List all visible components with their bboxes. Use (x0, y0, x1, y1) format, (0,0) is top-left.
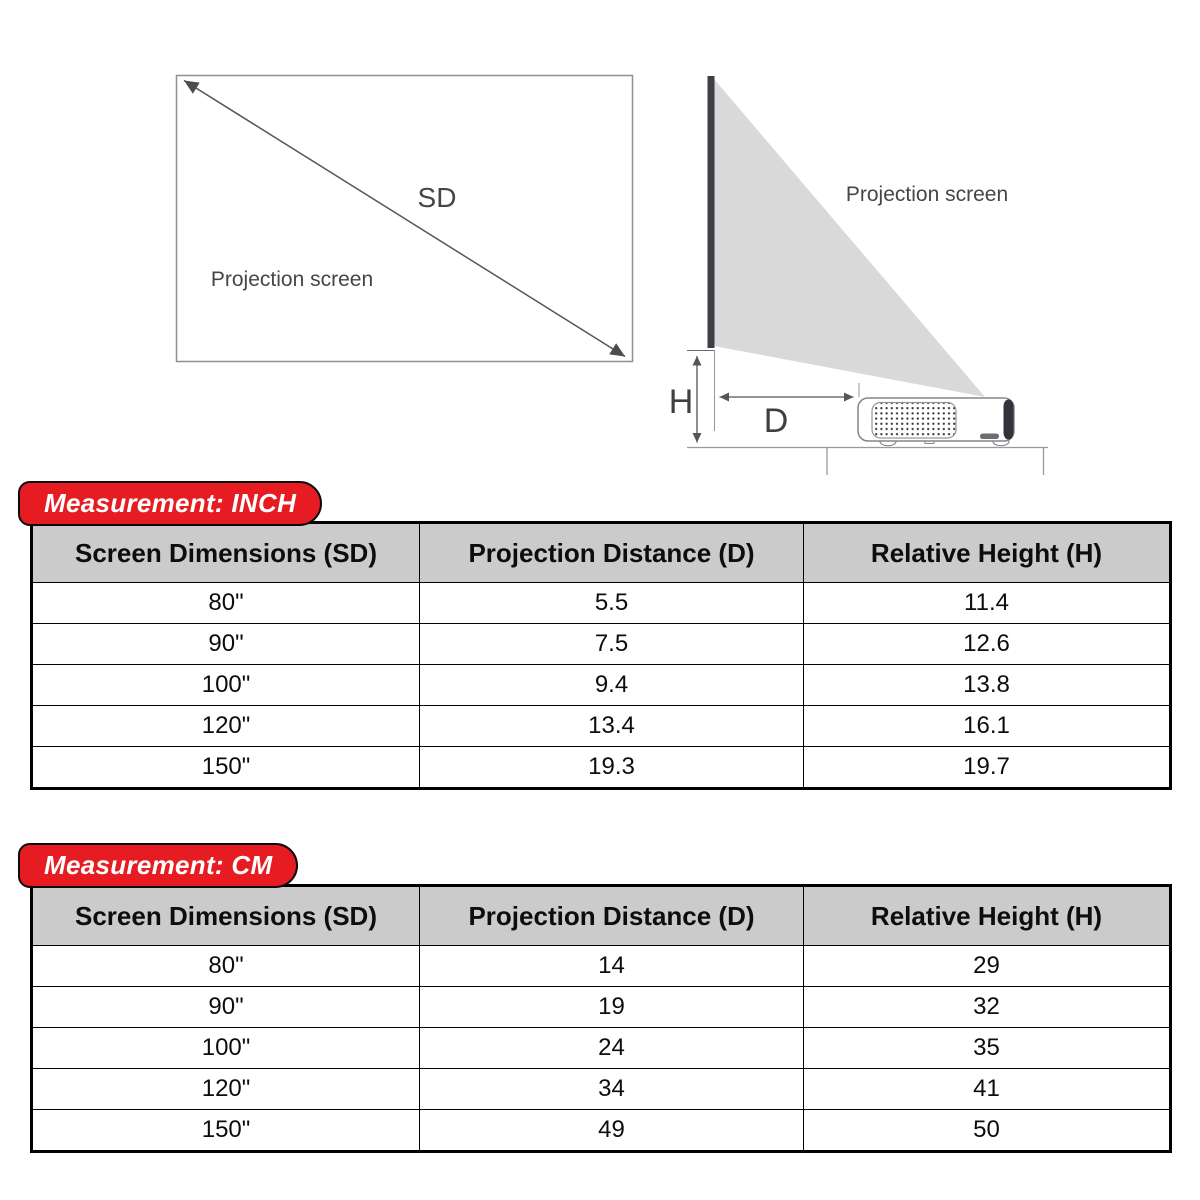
height-cell: 32 (804, 987, 1171, 1028)
height-cell: 19.7 (804, 747, 1171, 789)
front-view-diagram (177, 76, 633, 362)
height-cell: 11.4 (804, 583, 1171, 624)
height-cell: 50 (804, 1110, 1171, 1152)
distance-column-header: Projection Distance (D) (420, 886, 804, 946)
table-row (32, 706, 1171, 747)
sd-cell: 150" (32, 1110, 420, 1152)
distance-cell: 5.5 (420, 583, 804, 624)
sd-column-header: Screen Dimensions (SD) (32, 523, 420, 583)
side-view-diagram (669, 76, 1048, 475)
sd-cell: 100" (32, 1028, 420, 1069)
sd-cell: 100" (32, 665, 420, 706)
table-row (32, 1110, 1171, 1152)
height-column-header: Relative Height (H) (804, 523, 1171, 583)
table-row (32, 747, 1171, 789)
distance-cell: 34 (420, 1069, 804, 1110)
projection-diagrams (0, 0, 1200, 475)
height-cell: 35 (804, 1028, 1171, 1069)
cm-table (30, 884, 1172, 1153)
table-row (32, 665, 1171, 706)
side-screen-label: Projection screen (845, 183, 1009, 206)
projector-lens (1004, 400, 1014, 440)
table-row (32, 624, 1171, 665)
distance-cell: 19.3 (420, 747, 804, 789)
sd-cell: 150" (32, 747, 420, 789)
height-cell: 29 (804, 946, 1171, 987)
measurement-cm-badge (18, 843, 298, 888)
screen-bar (708, 76, 715, 348)
projector-button (980, 434, 999, 440)
distance-cell: 24 (420, 1028, 804, 1069)
table-row (32, 583, 1171, 624)
height-column-header: Relative Height (H) (804, 886, 1171, 946)
table-header-row (32, 523, 1171, 583)
sd-cell: 120" (32, 1069, 420, 1110)
table-row (32, 987, 1171, 1028)
sd-cell: 120" (32, 706, 420, 747)
projector (858, 398, 1014, 446)
speaker-grille (872, 403, 956, 439)
projection-beam (714, 79, 985, 397)
sd-cell: 80" (32, 946, 420, 987)
distance-cell: 49 (420, 1110, 804, 1152)
height-cell: 13.8 (804, 665, 1171, 706)
distance-cell: 7.5 (420, 624, 804, 665)
distance-cell: 19 (420, 987, 804, 1028)
h-label: H (668, 383, 694, 421)
height-cell: 16.1 (804, 706, 1171, 747)
distance-cell: 14 (420, 946, 804, 987)
measurement-inch-badge (18, 481, 322, 526)
measurement-cm-badge-label: Measurement: CM (44, 850, 273, 880)
height-cell: 41 (804, 1069, 1171, 1110)
front-screen-label: Projection screen (210, 268, 374, 291)
sd-column-header: Screen Dimensions (SD) (32, 886, 420, 946)
table-row (32, 1028, 1171, 1069)
sd-cell: 90" (32, 624, 420, 665)
sd-cell: 80" (32, 583, 420, 624)
table-header-row (32, 886, 1171, 946)
distance-column-header: Projection Distance (D) (420, 523, 804, 583)
inch-table (30, 521, 1172, 790)
table-row (32, 1069, 1171, 1110)
table-row (32, 946, 1171, 987)
measurement-inch-badge-label: Measurement: INCH (44, 488, 297, 518)
height-cell: 12.6 (804, 624, 1171, 665)
d-label: D (763, 402, 789, 440)
distance-cell: 9.4 (420, 665, 804, 706)
sd-label: SD (417, 182, 457, 213)
distance-cell: 13.4 (420, 706, 804, 747)
sd-cell: 90" (32, 987, 420, 1028)
